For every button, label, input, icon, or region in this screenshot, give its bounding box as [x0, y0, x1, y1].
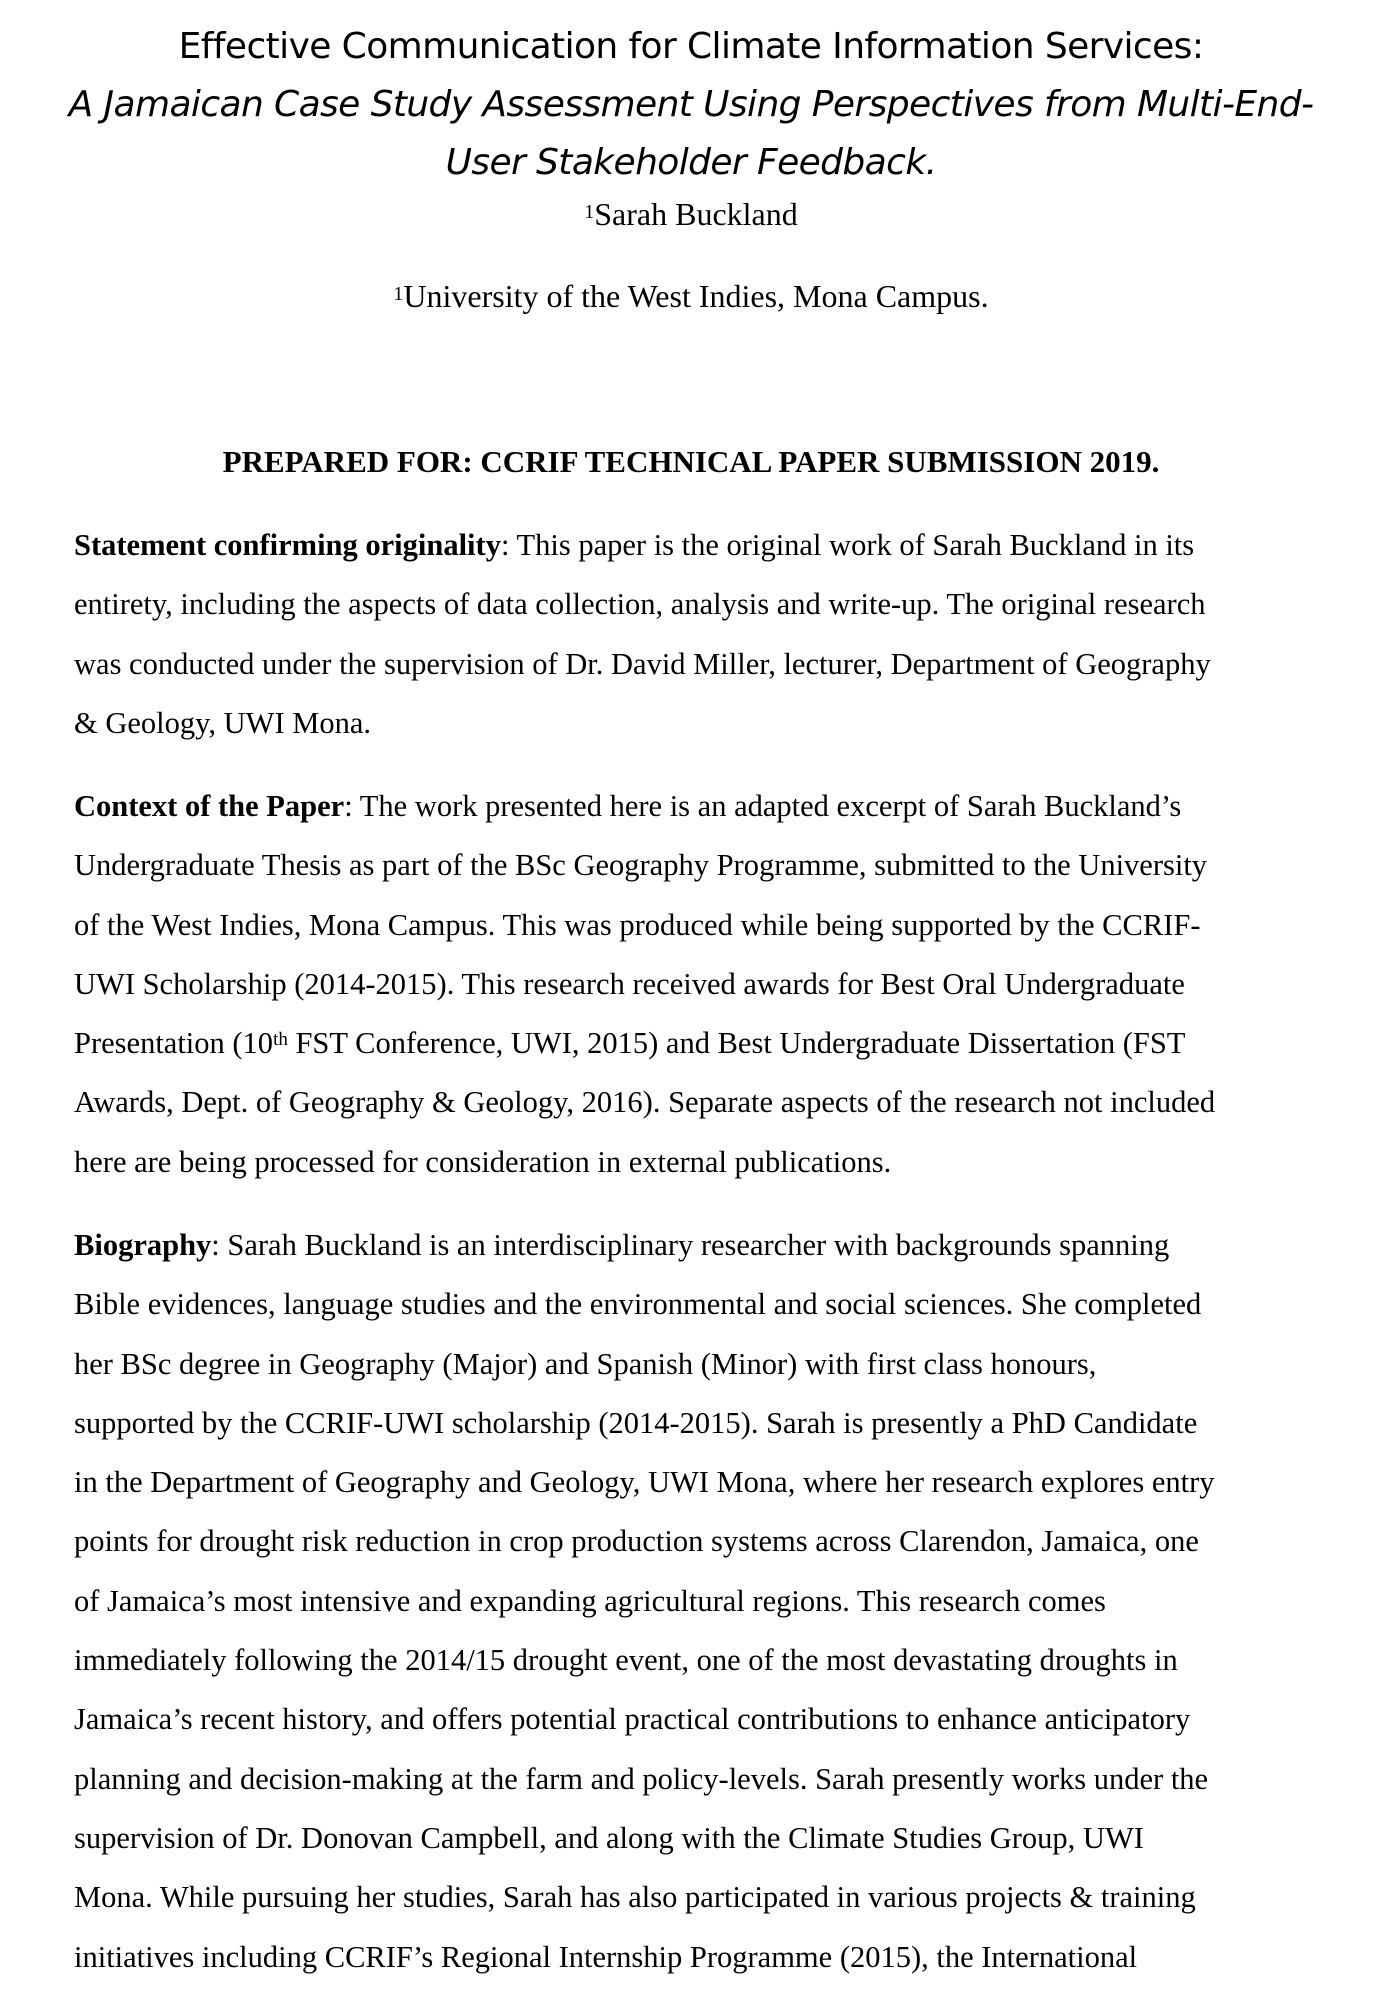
biography-line-9: Jamaica’s recent history, and offers potential practical contributions to enhance anticipatory [74, 1702, 1191, 1737]
author-name: Sarah Buckland [594, 196, 798, 232]
biography-line-7: of Jamaica’s most intensive and expanding agricultural regions. This research comes [74, 1583, 1106, 1618]
author-line [0, 194, 1382, 234]
context-line-2: Undergraduate Thesis as part of the BSc Geography Programme, submitted to the University [74, 848, 1208, 883]
subtitle-line-2: User Stakeholder Feedback. [445, 142, 937, 183]
context-line-7: here are being processed for consideration in external publications. [74, 1144, 892, 1179]
context-line-3: of the West Indies, Mona Campus. This was produced while being supported by the CCRIF- [74, 907, 1201, 942]
originality-line-1: : This paper is the original work of Sarah Buckland in its [500, 528, 1195, 562]
originality-line-4: & Geology, UWI Mona. [74, 705, 372, 740]
context-line-4: UWI Scholarship (2014-2015). This research received awards for Best Oral Undergraduate [74, 966, 1185, 1001]
originality-statement [74, 516, 1364, 753]
paper-title [0, 18, 1382, 192]
biography-line-1: : Sarah Buckland is an interdisciplinary researcher with backgrounds spanning [211, 1228, 1170, 1262]
context-line-5-end: FST Conference, UWI, 2015) and Best Undergraduate Dissertation (FST [287, 1026, 1186, 1061]
biography-line-10: planning and decision-making at the farm and policy-levels. Sarah presently works under the [74, 1761, 1209, 1796]
biography-line-3: her BSc degree in Geography (Major) and Spanish (Minor) with first class honours, [74, 1346, 1097, 1381]
affiliation-mark: 1 [393, 283, 404, 305]
biography-line-11: supervision of Dr. Donovan Campbell, and along with the Climate Studies Group, UWI [74, 1820, 1144, 1855]
context-label: Context of the Paper [74, 789, 345, 823]
context-line-5 [74, 1014, 1364, 1073]
text-line [74, 516, 1364, 575]
biography-line-5: in the Department of Geography and Geology, UWI Mona, where her research explores entry [74, 1465, 1215, 1500]
originality-line-3: was conducted under the supervision of Dr. David Miller, lecturer, Department of Geography [74, 646, 1211, 681]
biography-line-4: supported by the CCRIF-UWI scholarship (2014-2015). Sarah is presently a PhD Candidate [74, 1405, 1198, 1440]
biography-line-13: initiatives including CCRIF’s Regional Internship Programme (2015), the International [74, 1939, 1138, 1974]
context-line-1: : The work presented here is an adapted excerpt of Sarah Buckland’s [344, 789, 1182, 823]
title-line-1: Effective Communication for Climate Information Services: [178, 26, 1204, 67]
text-line [74, 777, 1364, 836]
context-line-6: Awards, Dept. of Geography & Geology, 2016). Separate aspects of the research not included [74, 1085, 1216, 1120]
originality-label: Statement confirming originality [74, 528, 501, 562]
context-line-5-start: Presentation (10 [74, 1026, 274, 1061]
affiliation-line [0, 276, 1382, 316]
biography-paragraph [74, 1216, 1364, 1987]
ordinal-superscript: th [273, 1029, 288, 1051]
biography-line-2: Bible evidences, language studies and the environmental and social sciences. She completed [74, 1287, 1202, 1322]
biography-line-6: points for drought risk reduction in crop production systems across Clarendon, Jamaica, one [74, 1524, 1199, 1559]
affiliation-name: University of the West Indies, Mona Campus. [403, 278, 989, 314]
biography-line-12: Mona. While pursuing her studies, Sarah has also participated in various projects & training [74, 1880, 1196, 1915]
text-line [74, 1216, 1364, 1275]
prepared-for-heading: PREPARED FOR: CCRIF TECHNICAL PAPER SUBMISSION 2019. [222, 444, 1160, 479]
author-affiliation-mark: 1 [584, 201, 595, 223]
biography-line-8: immediately following the 2014/15 drought event, one of the most devastating droughts in [74, 1643, 1178, 1678]
biography-label: Biography [74, 1228, 212, 1262]
originality-line-2: entirety, including the aspects of data collection, analysis and write-up. The original research [74, 587, 1206, 622]
context-paragraph [74, 777, 1364, 1192]
subtitle-line-1: A Jamaican Case Study Assessment Using Perspectives from Multi-End- [68, 84, 1314, 125]
